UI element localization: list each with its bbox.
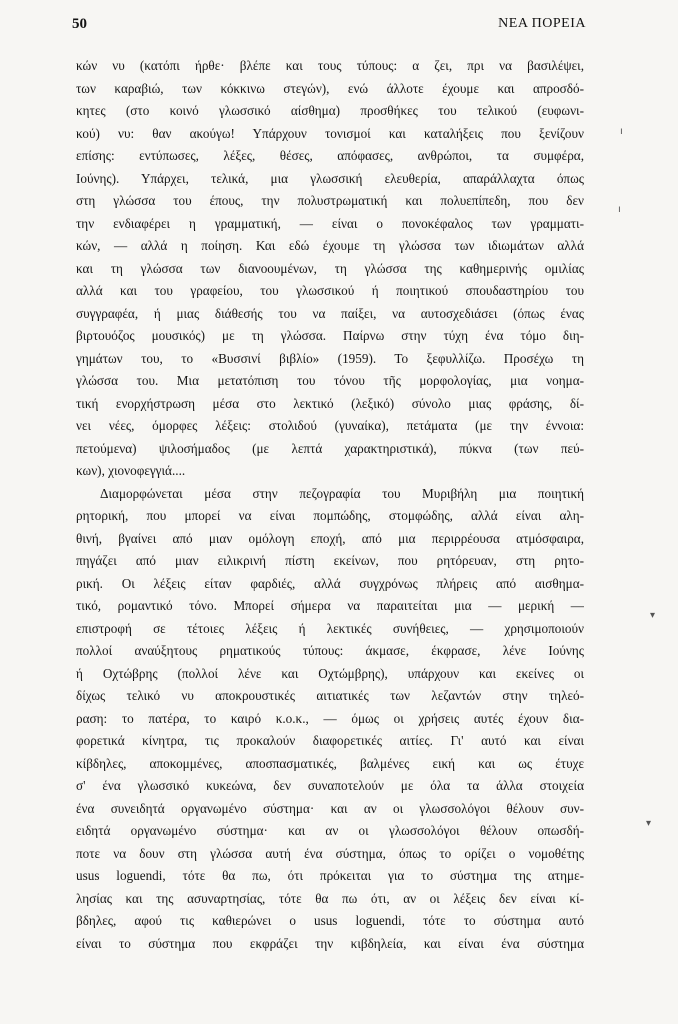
text-line: ραση: το πατέρα, το καιρό κ.ο.κ., — όμως οι χρήσεις αυτές έχουν δια- <box>76 710 584 726</box>
margin-arrow-mark: ▾ <box>650 610 656 621</box>
text-line: είναι το σύστημα που εκφράζει την κιβδηλεία, και είναι ένα σύστημα <box>76 935 584 951</box>
text-line: πηγάζει από μιαν ειλικρινή πίστη εκείνων, που ρητόρευαν, στη ρητο- <box>76 553 584 568</box>
text-line: πολλοί αναύξητους ρηματικούς τύπους: άκμασε, έκφρασε, λένε Ιούνης <box>76 643 584 658</box>
text-line: ρητορική, που μπορεί να είναι πομπώδης, στομφώδης, αλλά είναι αλη- <box>76 508 584 523</box>
text-line: αλλά και του γραφείου, του γλωσσικού ή ποιητικού σπουδαστηρίου του <box>76 283 584 298</box>
text-line: Ιούνης). Υπάρχει, τελικά, μια γλωσσική ελευθερία, απαράλλαχτα όπως <box>76 170 584 186</box>
page-number: 50 <box>72 16 87 32</box>
text-line: και τη γλώσσα των διανοουμένων, τη γλώσσα της καθημερινής ομιλίας <box>76 260 584 276</box>
text-line: τική ενορχήστρωση μέσα στο λεκτικό (λεξικό) σύνολο μιας φράσης, δί- <box>76 395 584 411</box>
text-line: usus loguendi, τότε θα πω, ότι πρόκειται για το σύστημα της ατημε- <box>76 868 584 883</box>
text-line: κων), χιονοφεγγιά.... <box>76 463 186 478</box>
text-line: λησίας και της ασυναρτησίας, τότε θα πω ότι, αν οι λέξεις δεν είναι κί- <box>76 890 584 906</box>
margin-tick-mark: ı <box>618 204 621 215</box>
text-line: βδηλες, αφού τις καθιερώνει ο usus loguendi, τότε το σύστημα αυτό <box>76 913 584 928</box>
text-line: κού) νυ: θαν ακούγω! Υπάρχουν τονισμοί και καταλήξεις που ξενίζουν <box>76 125 584 141</box>
text-line: δίχως τελικό νυ αποκρουστικές αιτιατικές των λεζαντών στην τηλεό- <box>76 688 584 703</box>
text-line: ποτε να δουν στη γλώσσα αυτή ένα σύστημα, όπως το ορίζει ο νομοθέτης <box>76 845 584 861</box>
text-line: ή Οχτώβρης (πολλοί λένε και Οχτώμβρης), υπάρχουν και εκείνες οι <box>76 665 584 681</box>
text-line: θινή, βγαίνει από μιαν ομόλογη εποχή, από μια περιρρέουσα ατμόσφαιρα, <box>76 530 584 546</box>
text-line: πετούμενα) ψιλοσήμαδος (με λεπτά χαρακτηριστικά), πύκνα (των πεύ- <box>76 440 584 456</box>
text-line: κών νυ (κατόπι ήρθε· βλέπε και τους τύπους: α ζει, πρι να βασιλέψει, <box>76 58 584 73</box>
text-line: κητες (στο κοινό γλωσσικό αίσθημα) προσθήκες του τελικού (ευφωνι- <box>76 103 584 118</box>
text-line: κίβδηλες, αποκομμένες, αποσπασματικές, βαλμένες εική και ως έτυχε <box>76 755 584 771</box>
text-line: συγγραφέα, ή μιας διάθεσής του να παίξει, να αυτοσχεδιάσει (όπως ένας <box>76 305 584 321</box>
text-line: φορετικά κίνητρα, τις προκαλούν διαφορετικές αιτίες. Γι' αυτό και είναι <box>76 733 584 748</box>
text-line: επιστροφή σε τέτοιες λέξεις ή λεκτικές συνήθειες, — χρησιμοποιούν <box>76 620 584 636</box>
text-line: την ενδιαφέρει η γραμματική, — είναι ο πονοκέφαλος των γραμματι- <box>76 215 584 231</box>
text-line: επίσης: εντύπωσες, λέξες, θέσες, απόφασες, ανθρώποι, τα συμφέρα, <box>76 148 584 163</box>
text-line: κών, — αλλά η ποίηση. Και εδώ έχουμε τη γλώσσα των ιδιωμάτων αλλά <box>76 238 584 253</box>
text-line: ένα συνειδητά οργανωμένο σύστημα· και αν οι γλωσσολόγοι θέλουν συν- <box>76 800 584 816</box>
margin-arrow-mark: ▾ <box>646 818 652 829</box>
text-line: γλώσσα του. Μια μετατόπιση του τόνου τῆς μορφολογίας, μια νοημα- <box>76 373 584 388</box>
text-line: ρική. Οι λέξεις είταν φαρδιές, αλλά συγχρόνως πλήρεις από αισθημα- <box>76 575 584 591</box>
text-line: σ' ένα γλωσσικό κυκεώνα, δεν συναποτελούν με όλα τα άλλα στοιχεία <box>76 778 584 793</box>
page-header <box>72 16 586 38</box>
body-text <box>76 55 584 955</box>
margin-tick-mark: ı <box>620 126 623 137</box>
text-line: βιρτουόζος μουσικός) με τη γλώσσα. Παίρνω στην τύχη ένα τόμο διη- <box>76 328 584 343</box>
text-line: γημάτων του, το «Βυσσινί βιβλίο» (1959). Το ξεφυλλίζω. Προσέχω τη <box>76 350 584 366</box>
running-title: ΝΕΑ ΠΟΡΕΙΑ <box>498 16 586 31</box>
text-line: τικό, ρομαντικό τόνο. Μπορεί σήμερα να παραιτείται μια — μερική — <box>76 598 584 613</box>
text-line: των καραβιώ, των κόκκινω στεγών), ενώ άλλοτε έχουμε και απροσδό- <box>76 80 584 96</box>
text-line: νει νέες, όμορφες λέξεις: στολιδού (γυναίκα), πετάματα (με την έννοια: <box>76 418 584 433</box>
text-line: στη γλώσσα του έπους, την πολυστρωματική και πολυεπίπεδη, που δεν <box>76 193 584 208</box>
text-line: Διαμορφώνεται μέσα στην πεζογραφία του Μυριβήλη μια ποιητική <box>100 485 584 501</box>
text-line: ειδητά οργανωμένο σύστημα· και αν οι γλωσσολόγοι θέλουν οπωσδή- <box>76 823 584 838</box>
